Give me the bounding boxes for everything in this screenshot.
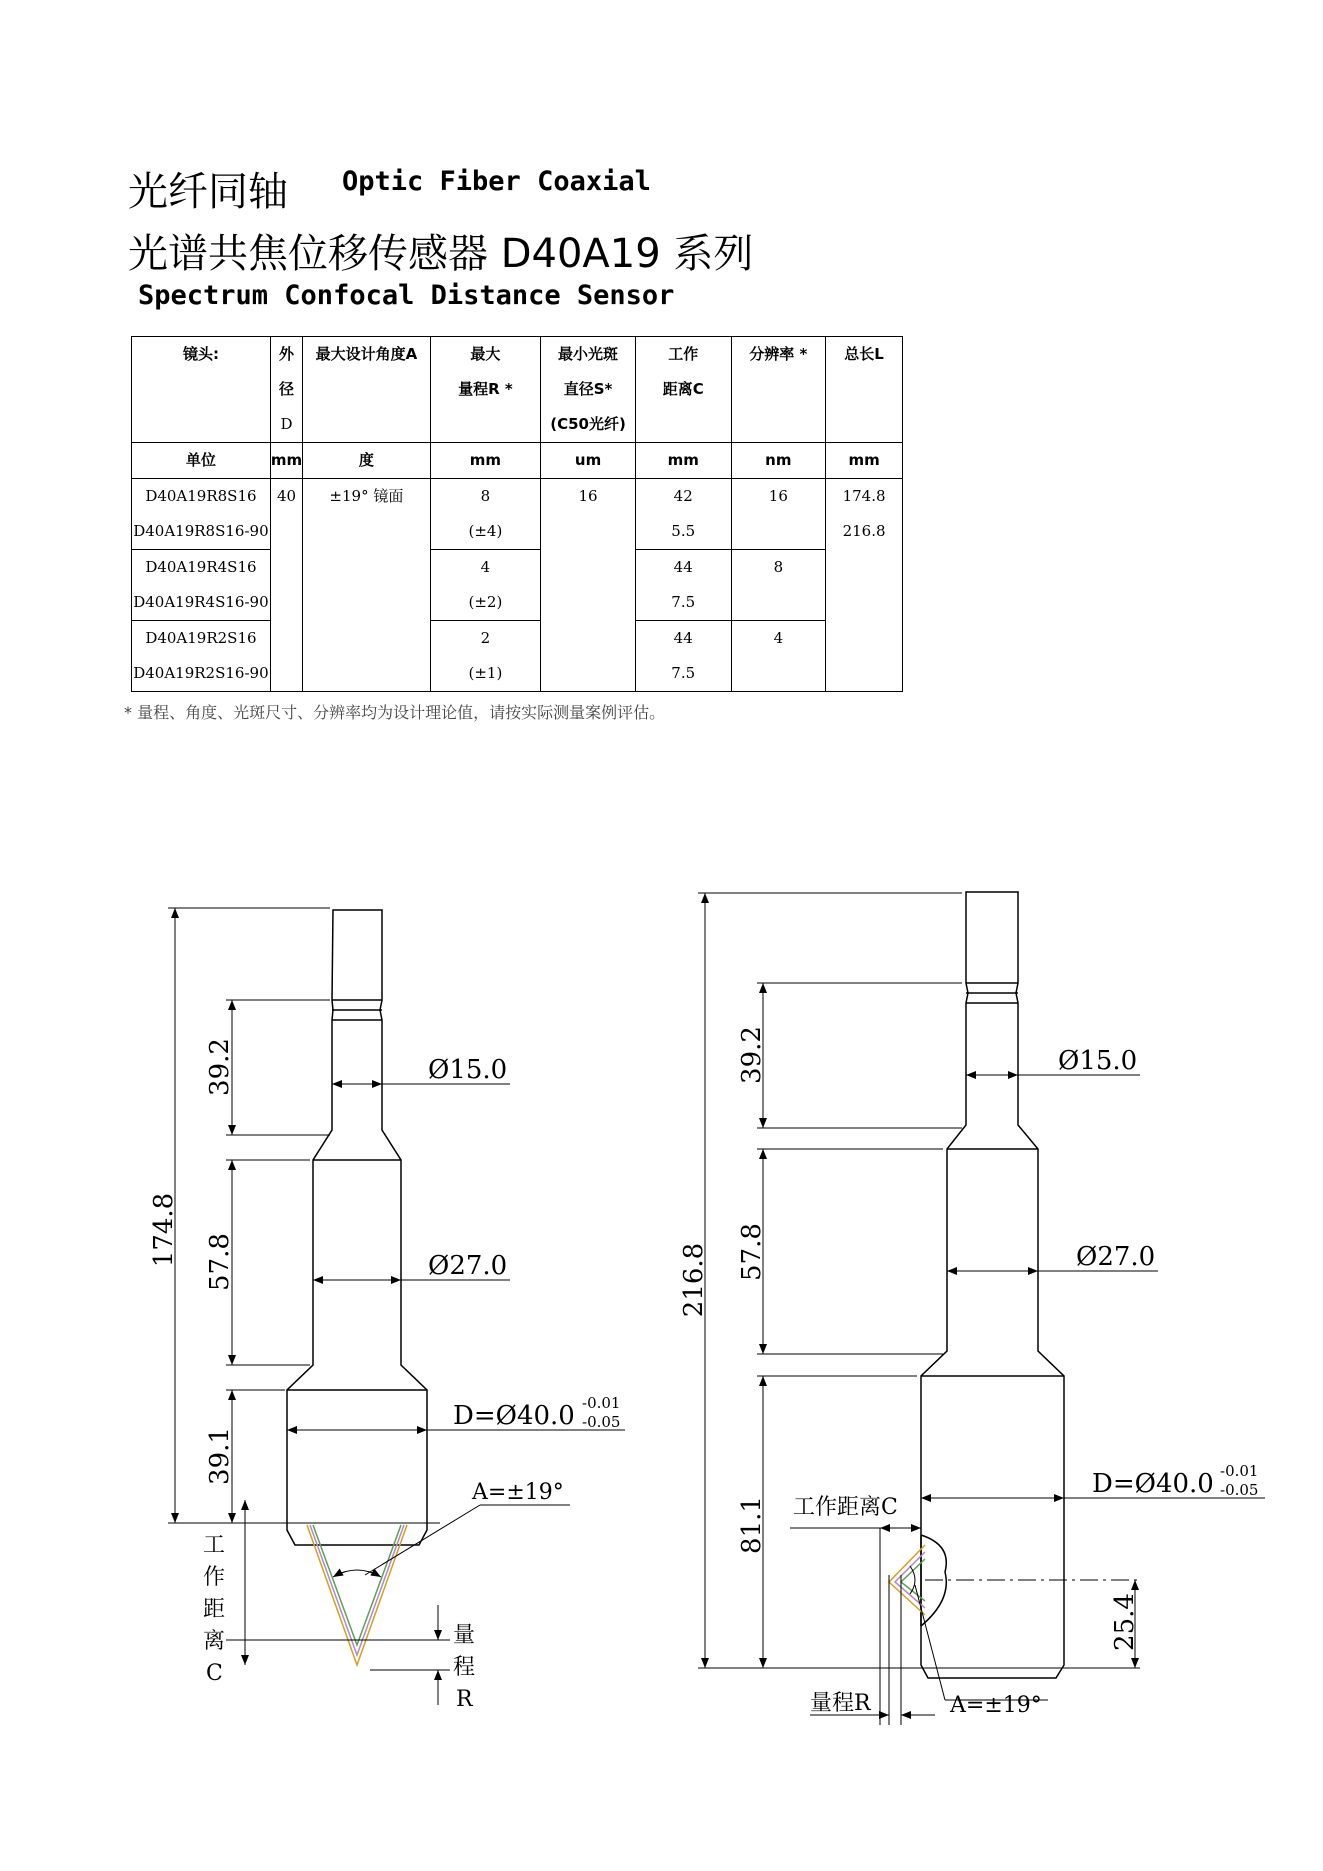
d-text: D=Ø40.0 (453, 1401, 575, 1431)
dim-text: 216.8 (679, 1242, 709, 1318)
unit-od: mm (270, 443, 302, 479)
dim-text: 81.1 (737, 1496, 767, 1554)
right-probe-body (921, 892, 1064, 1678)
dim-text: 25.4 (1110, 1593, 1140, 1651)
th-spot-1: 最小光斑 (558, 345, 619, 363)
unit-spot: um (541, 443, 636, 479)
range-value: 2 (480, 629, 491, 647)
th-spot-2: 直径S* (563, 380, 613, 398)
angle-value: ±19° 镜面 (303, 479, 431, 692)
range-char: 程 (453, 1655, 476, 1680)
len-value: 174.8 (842, 487, 886, 505)
left-probe-body (287, 910, 427, 1545)
title-en-line1: Optic Fiber Coaxial (342, 166, 651, 197)
model-name: D40A19R2S16 (145, 629, 257, 647)
wd-value-90: 5.5 (671, 522, 696, 540)
th-wd-2: 距离C (662, 380, 704, 398)
model-name: D40A19R4S16 (145, 558, 257, 576)
left-light-cone-green (313, 1525, 401, 1645)
range-text: 量程R (810, 1691, 871, 1716)
range-tol: (±1) (468, 664, 503, 682)
angle-leader (365, 1505, 480, 1575)
th-range-2: 量程R * (458, 380, 513, 398)
model-name: D40A19R4S16-90 (133, 593, 269, 611)
unit-len: mm (826, 443, 903, 479)
model-name: D40A19R8S16 (145, 487, 257, 505)
dim-text: 39.2 (205, 1038, 235, 1096)
wd-value: 44 (673, 629, 693, 647)
range-tol: (±2) (468, 593, 503, 611)
angle-arc (333, 1570, 381, 1577)
tol-upper: -0.01 (1220, 1462, 1259, 1480)
d-text: D=Ø40.0 (1092, 1469, 1214, 1499)
wd-char: C (206, 1661, 223, 1686)
th-range-1: 最大 (470, 345, 501, 363)
dia-text: Ø27.0 (428, 1251, 508, 1281)
title-en-line2: Spectrum Confocal Distance Sensor (138, 280, 675, 311)
wd-value: 44 (673, 558, 693, 576)
wd-char: 离 (203, 1629, 226, 1654)
res-value: 8 (731, 550, 826, 621)
th-len: 总长L (826, 337, 903, 443)
right-drawing (698, 892, 1265, 1725)
tol-upper: -0.01 (582, 1394, 621, 1412)
len-value-90: 216.8 (842, 522, 886, 540)
th-od-1: 外 (279, 345, 295, 363)
left-drawing (168, 908, 625, 1705)
dia-text: Ø15.0 (428, 1055, 508, 1085)
wd-char: 工 (203, 1533, 226, 1558)
th-res: 分辨率 * (731, 337, 826, 443)
dia-text: Ø15.0 (1058, 1046, 1138, 1076)
th-od-2: 径 (279, 380, 295, 398)
range-value: 8 (480, 487, 491, 505)
angle-text: A=±19° (472, 1480, 564, 1505)
wd-char: 作 (203, 1565, 226, 1590)
dia-text: Ø27.0 (1076, 1242, 1156, 1272)
left-drawing-labels (149, 1038, 620, 1712)
range-value: 4 (480, 558, 491, 576)
dim-text: 174.8 (149, 1192, 179, 1268)
right-drawing-labels (679, 1026, 1258, 1718)
title-cn-line2: 光谱共焦位移传感器 D40A19 系列 (128, 231, 754, 277)
wd-text: 工作距离C (793, 1495, 898, 1520)
model-name: D40A19R2S16-90 (133, 664, 269, 682)
wd-char: 距 (203, 1597, 226, 1622)
od-value: 40 (270, 479, 302, 692)
res-value: 4 (731, 621, 826, 692)
dim-text: 39.1 (205, 1427, 235, 1485)
range-char: 量 (453, 1623, 476, 1648)
unit-wd: mm (635, 443, 731, 479)
range-tol: (±4) (468, 522, 503, 540)
model-name: D40A19R8S16-90 (133, 522, 269, 540)
wd-value: 42 (673, 487, 693, 505)
dim-text: 57.8 (737, 1223, 767, 1281)
wd-value-90: 7.5 (671, 593, 696, 611)
dim-text: 57.8 (205, 1233, 235, 1291)
unit-lens: 单位 (132, 443, 271, 479)
range-char: R (456, 1687, 473, 1712)
res-value: 16 (731, 479, 826, 550)
dim-text: 39.2 (737, 1026, 767, 1084)
th-angle: 最大设计角度A (303, 337, 431, 443)
angle-text: A=±19° (950, 1693, 1042, 1718)
th-od-3: D (280, 415, 293, 433)
unit-angle: 度 (303, 443, 431, 479)
th-spot-3: (C50光纤) (550, 415, 626, 433)
footnote: * 量程、角度、光斑尺寸、分辨率均为设计理论值，请按实际测量案例评估。 (124, 703, 666, 722)
title-cn-line1: 光纤同轴 (128, 169, 288, 215)
tol-lower: -0.05 (582, 1413, 621, 1431)
wd-value-90: 7.5 (671, 664, 696, 682)
tol-lower: -0.05 (1220, 1481, 1259, 1499)
spot-value: 16 (541, 479, 636, 692)
unit-res: nm (731, 443, 826, 479)
th-lens: 镜头: (132, 337, 271, 443)
th-wd-1: 工作 (668, 345, 699, 363)
unit-range: mm (430, 443, 541, 479)
